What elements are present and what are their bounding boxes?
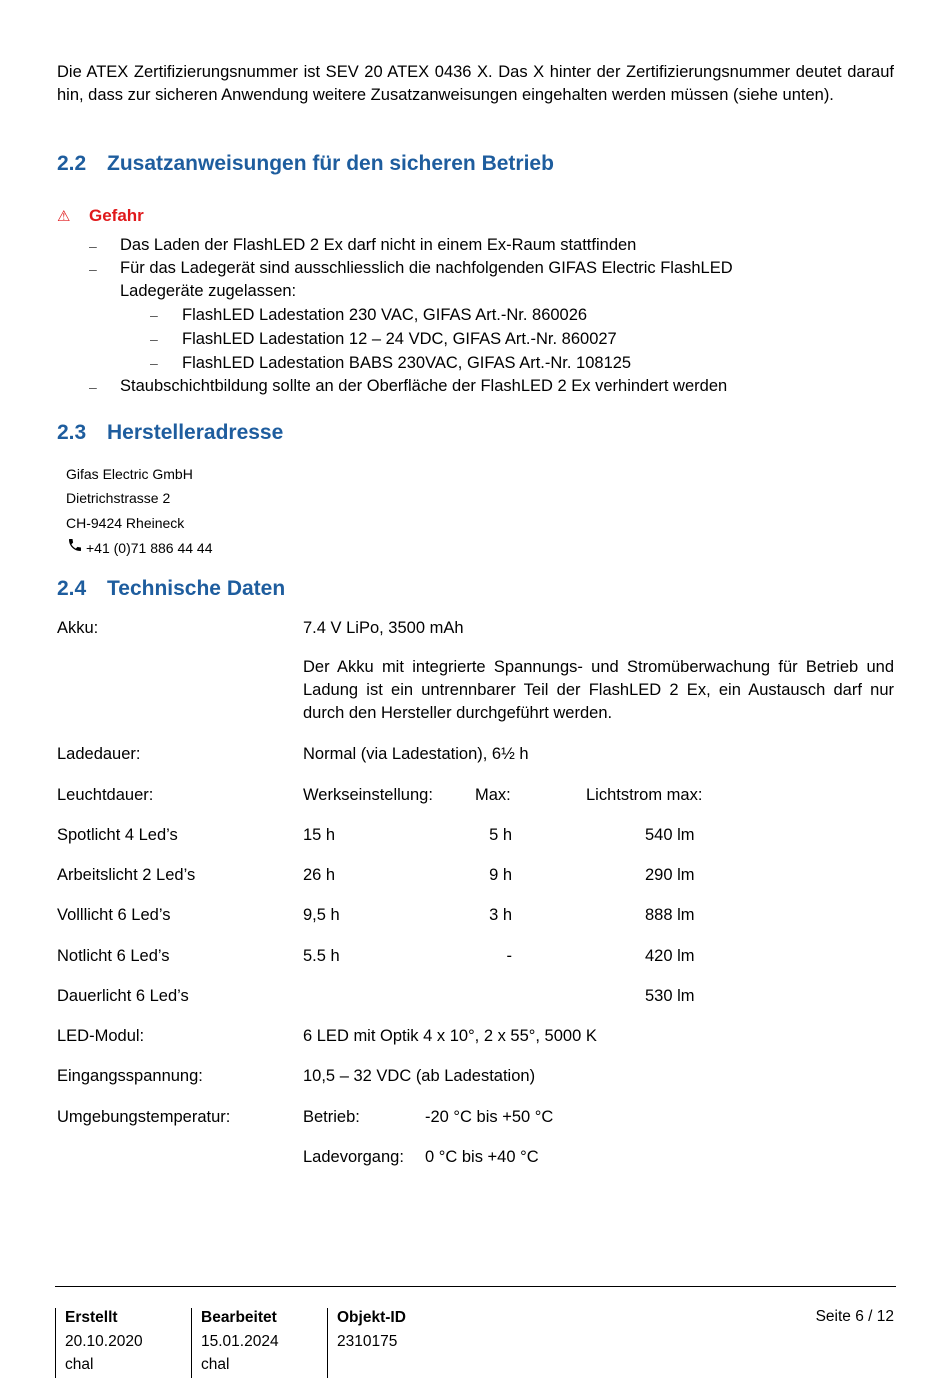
spec-label: Akku: xyxy=(57,619,99,637)
footer-erstellt-by: chal xyxy=(65,1356,94,1373)
danger-text: Gefahr xyxy=(89,206,144,225)
werk-value: 9,5 h xyxy=(303,906,340,924)
section-number: 2.4 xyxy=(57,577,87,600)
max-value: - xyxy=(506,947,512,965)
spec-value: Normal (via Ladestation), 6½ h xyxy=(303,745,529,763)
phone-icon xyxy=(66,537,84,553)
section-title: Herstelleradresse xyxy=(107,421,284,444)
max-value: 9 h xyxy=(489,866,512,884)
section-title: Zusatzanweisungen für den sicheren Betrieb xyxy=(107,152,554,175)
bullet-item: Staubschichtbildung sollte an der Oberfläche der FlashLED 2 Ex verhindert werden xyxy=(120,377,728,395)
footer-erstellt-date: 20.10.2020 xyxy=(65,1333,143,1350)
lumen-value: 888 lm xyxy=(645,906,695,924)
column-header-max: Max: xyxy=(475,786,511,804)
sub-bullet-item: FlashLED Ladestation 230 VAC, GIFAS Art.-Nr. 860026 xyxy=(182,306,588,324)
spec-label: Leuchtdauer: xyxy=(57,786,154,804)
address-phone: +41 (0)71 886 44 44 xyxy=(86,540,213,556)
lumen-value: 420 lm xyxy=(645,947,695,965)
max-value: 5 h xyxy=(489,826,512,844)
lumen-value: 530 lm xyxy=(645,987,695,1005)
spec-value: 7.4 V LiPo, 3500 mAh xyxy=(303,619,464,637)
footer-bearbeitet-heading: Bearbeitet xyxy=(201,1309,277,1326)
bullet-item: Für das Ladegerät sind ausschliesslich die nachfolgenden GIFAS Electric FlashLED xyxy=(120,259,733,277)
temp-value: -20 °C bis +50 °C xyxy=(425,1108,554,1126)
dash-bullet: – xyxy=(150,355,158,371)
column-header-werk: Werkseinstellung: xyxy=(303,786,433,804)
warning-triangle-icon: ⚠ xyxy=(57,208,71,225)
footer-objekt-id: 2310175 xyxy=(337,1333,398,1350)
lumen-value: 290 lm xyxy=(645,866,695,884)
spec-value: 6 LED mit Optik 4 x 10°, 2 x 55°, 5000 K xyxy=(303,1027,597,1045)
temp-sub-label: Betrieb: xyxy=(303,1108,360,1126)
spec-value: 10,5 – 32 VDC (ab Ladestation) xyxy=(303,1067,536,1085)
spec-label: LED-Modul: xyxy=(57,1027,145,1045)
section-number: 2.2 xyxy=(57,152,87,175)
section-2-3-heading xyxy=(57,420,283,446)
footer-objekt-heading: Objekt-ID xyxy=(337,1309,406,1326)
column-header-lumen: Lichtstrom max: xyxy=(586,786,703,804)
address-city: CH-9424 Rheineck xyxy=(66,515,185,531)
dash-bullet: – xyxy=(89,261,97,277)
footer-bearbeitet-by: chal xyxy=(201,1356,230,1373)
light-mode-label: Volllicht 6 Led’s xyxy=(57,906,171,924)
werk-value: 5.5 h xyxy=(303,947,340,965)
light-mode-label: Notlicht 6 Led’s xyxy=(57,947,170,965)
section-title: Technische Daten xyxy=(107,577,286,600)
werk-value: 15 h xyxy=(303,826,336,844)
address-company: Gifas Electric GmbH xyxy=(66,466,193,482)
akku-description: Der Akku mit integrierte Spannungs- und Stromüberwachung für Betrieb und Ladung ist ein untrennbarer Teil der FlashLED 2 Ex, ein Austausch darf nur durch den Hersteller durchgeführt werden. xyxy=(303,658,894,722)
sub-bullet-item: FlashLED Ladestation BABS 230VAC, GIFAS Art.-Nr. 108125 xyxy=(182,354,632,372)
footer-divider xyxy=(191,1308,192,1378)
section-2-2-heading xyxy=(57,151,554,177)
max-value: 3 h xyxy=(489,906,512,924)
footer-rule xyxy=(55,1286,896,1287)
light-mode-label: Spotlicht 4 Led’s xyxy=(57,826,178,844)
bullet-item-continued: Ladegeräte zugelassen: xyxy=(120,282,297,300)
dash-bullet: – xyxy=(150,331,158,347)
danger-label xyxy=(57,206,144,226)
footer-divider xyxy=(55,1308,56,1378)
dash-bullet: – xyxy=(150,307,158,323)
dash-bullet: – xyxy=(89,379,97,395)
section-number: 2.3 xyxy=(57,421,87,444)
spec-label: Ladedauer: xyxy=(57,745,141,763)
footer-bearbeitet-date: 15.01.2024 xyxy=(201,1333,279,1350)
footer-erstellt-heading: Erstellt xyxy=(65,1309,118,1326)
spec-label: Eingangsspannung: xyxy=(57,1067,203,1085)
footer-divider xyxy=(327,1308,328,1378)
intro-paragraph: Die ATEX Zertifizierungsnummer ist SEV 20 ATEX 0436 X. Das X hinter der Zertifizierungsnummer deutet darauf hin, dass zur sicheren Anwendung weitere Zusatzanweisungen eingehalten werden müssen (siehe unten). xyxy=(57,63,894,104)
bullet-item: Das Laden der FlashLED 2 Ex darf nicht in einem Ex-Raum stattfinden xyxy=(120,236,637,254)
lumen-value: 540 lm xyxy=(645,826,695,844)
werk-value: 26 h xyxy=(303,866,336,884)
light-mode-label: Arbeitslicht 2 Led’s xyxy=(57,866,196,884)
page-number: Seite 6 / 12 xyxy=(815,1308,894,1325)
dash-bullet: – xyxy=(89,238,97,254)
section-2-4-heading xyxy=(57,576,285,602)
light-mode-label: Dauerlicht 6 Led’s xyxy=(57,987,189,1005)
address-street: Dietrichstrasse 2 xyxy=(66,490,171,506)
temp-value: 0 °C bis +40 °C xyxy=(425,1148,539,1166)
spec-label: Umgebungstemperatur: xyxy=(57,1108,231,1126)
temp-sub-label: Ladevorgang: xyxy=(303,1148,404,1166)
sub-bullet-item: FlashLED Ladestation 12 – 24 VDC, GIFAS Art.-Nr. 860027 xyxy=(182,330,617,348)
